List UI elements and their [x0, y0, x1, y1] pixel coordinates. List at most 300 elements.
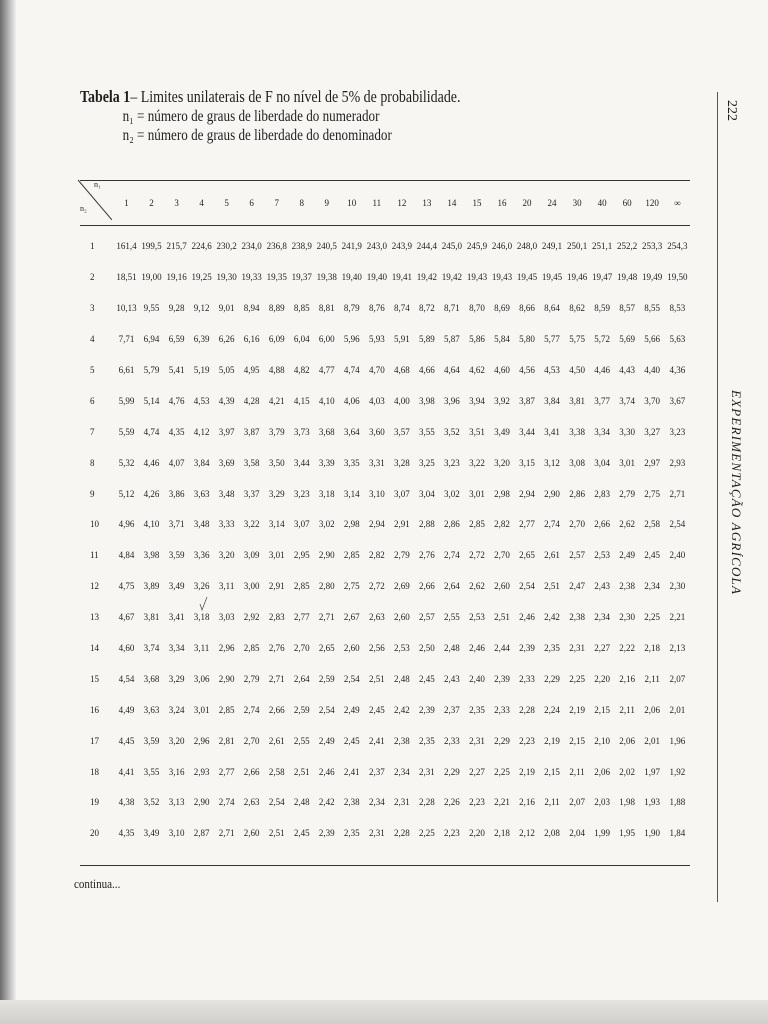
table-cell: 243,0 [366, 241, 387, 252]
table-cell: 3,26 [193, 581, 210, 592]
table-cell: 2,44 [494, 643, 510, 654]
table-row [80, 385, 690, 416]
table-cell: 4,96 [118, 519, 135, 530]
table-cell: 2,25 [494, 766, 510, 777]
table-cell: 2,15 [544, 766, 560, 777]
table-cell: 2,03 [594, 797, 610, 808]
table-cell: 3,59 [168, 550, 185, 561]
table-cell: 3,04 [419, 488, 435, 499]
caption-title: – Limites unilaterais de F no nível de 5% de probabilidade. [130, 87, 461, 106]
table-cell: 1,96 [669, 735, 686, 746]
table-cell: 2,25 [644, 612, 661, 623]
table-cell: 2,29 [444, 766, 460, 777]
table-cell: 4,64 [444, 365, 460, 375]
row-header: 19 [90, 797, 99, 808]
column-header: 120 [645, 198, 659, 208]
column-header: 2 [149, 198, 154, 208]
table-cell: 2,11 [544, 797, 560, 808]
table-cell: 2,07 [669, 673, 686, 684]
table-cell: 4,00 [393, 395, 410, 406]
table-cell: 2,46 [318, 766, 335, 777]
table-cell: 6,61 [118, 365, 135, 375]
table-cell: 2,71 [318, 612, 335, 623]
table-cell: 2,40 [469, 673, 485, 684]
table-cell: 241,9 [341, 241, 362, 252]
table-cell: 4,10 [318, 395, 335, 406]
table-cell: 2,61 [268, 735, 285, 746]
table-cell: 4,45 [118, 735, 135, 746]
table-cell: 252,2 [617, 241, 638, 252]
table-cell: 3,60 [368, 426, 385, 437]
table-cell: 5,93 [368, 334, 385, 345]
table-cell: 8,55 [644, 303, 661, 314]
table-cell: 4,75 [118, 581, 135, 592]
table-cell: 19,48 [617, 272, 638, 283]
table-cell: 2,37 [444, 704, 460, 715]
table-cell: 2,25 [419, 828, 435, 839]
table-cell: 199,5 [141, 241, 162, 252]
table-cell: 3,07 [393, 488, 410, 499]
table-cell: 2,67 [343, 612, 360, 623]
table-cell: 5,75 [569, 334, 585, 345]
column-header: ∞ [674, 198, 681, 208]
table-cell: 2,96 [218, 643, 235, 654]
table-cell: 3,02 [444, 488, 460, 499]
table-cell: 3,50 [268, 457, 285, 468]
table-cell: 2,37 [368, 766, 385, 777]
table-cell: 19,25 [191, 272, 212, 283]
table-cell: 8,53 [669, 303, 686, 314]
table-cell: 5,89 [419, 334, 435, 345]
table-cell: 2,79 [619, 488, 636, 499]
table-cell: 2,95 [293, 550, 310, 561]
table-cell: 3,31 [368, 457, 385, 468]
table-cell: 3,71 [168, 519, 185, 530]
row-header: 10 [90, 519, 99, 530]
table-cell: 4,35 [118, 828, 135, 839]
table-cell: 2,33 [519, 673, 535, 684]
table-cell: 3,28 [393, 457, 410, 468]
table-cell: 2,28 [419, 797, 435, 808]
table-cell: 2,48 [444, 643, 460, 654]
column-header: 5 [224, 198, 229, 208]
table-cell: 244,4 [416, 241, 438, 252]
table-cell: 3,34 [594, 426, 610, 437]
table-cell: 19,37 [291, 272, 312, 283]
table-cell: 2,51 [293, 766, 310, 777]
corner-cell [80, 181, 114, 225]
table-cell: 2,27 [469, 766, 485, 777]
table-cell: 4,40 [644, 365, 661, 375]
table-cell: 2,45 [419, 673, 435, 684]
table-cell: 4,49 [118, 704, 135, 715]
row-header: 9 [90, 488, 95, 499]
table-row [80, 602, 690, 633]
table-cell: 2,70 [494, 550, 510, 561]
table-cell: 2,76 [268, 643, 285, 654]
table-cell: 5,91 [393, 334, 410, 345]
table-cell: 19,43 [466, 272, 488, 283]
table-cell: 2,19 [519, 766, 535, 777]
table-cell: 248,0 [516, 241, 538, 252]
table-cell: 5,05 [218, 365, 235, 375]
table-cell: 2,69 [393, 581, 410, 592]
table-cell: 2,57 [419, 612, 435, 623]
table-cell: 245,9 [466, 241, 488, 252]
table-cell: 2,40 [669, 550, 686, 561]
table-cell: 2,46 [519, 612, 535, 623]
caption-line [80, 86, 460, 107]
table-cell: 2,86 [569, 488, 585, 499]
table-cell: 2,34 [644, 581, 661, 592]
table-cell: 2,42 [318, 797, 335, 808]
table-cell: 2,51 [544, 581, 560, 592]
table-cell: 2,23 [469, 797, 485, 808]
table-row [80, 262, 690, 293]
column-header: 3 [174, 198, 179, 208]
table-cell: 246,0 [491, 241, 513, 252]
table-cell: 1,97 [644, 766, 661, 777]
table-cell: 8,66 [519, 303, 535, 314]
table-cell: 3,44 [519, 426, 535, 437]
table-cell: 4,77 [318, 365, 335, 375]
table-cell: 5,12 [118, 488, 135, 499]
table-header-row [80, 181, 690, 225]
table-cell: 9,12 [193, 303, 210, 314]
table-cell: 2,48 [393, 673, 410, 684]
table-cell: 2,18 [644, 643, 661, 654]
table-cell: 2,58 [644, 519, 661, 530]
table-cell: 2,39 [519, 643, 535, 654]
table-cell: 2,26 [444, 797, 460, 808]
table-cell: 3,25 [419, 457, 435, 468]
table-cell: 3,10 [168, 828, 185, 839]
table-cell: 2,60 [343, 643, 360, 654]
row-header: 7 [90, 426, 95, 437]
column-header: 60 [622, 198, 632, 208]
table-cell: 230,2 [216, 241, 237, 252]
row-header: 6 [90, 395, 95, 406]
table-cell: 2,45 [343, 735, 360, 746]
table-cell: 3,57 [393, 426, 410, 437]
table-row [80, 787, 690, 818]
table-row [80, 447, 690, 478]
table-cell: 3,58 [243, 457, 260, 468]
table-cell: 2,16 [619, 673, 636, 684]
row-header: 14 [90, 643, 99, 654]
table-cell: 4,50 [569, 365, 585, 375]
table-cell: 253,3 [642, 241, 663, 252]
table-cell: 3,81 [569, 395, 585, 406]
row-header: 4 [90, 334, 95, 345]
table-cell: 2,57 [569, 550, 585, 561]
table-cell: 2,66 [419, 581, 435, 592]
table-cell: 2,75 [343, 581, 360, 592]
table-cell: 4,43 [619, 365, 636, 375]
table-cell: 4,74 [143, 426, 160, 437]
table-cell: 4,67 [118, 612, 135, 623]
row-header: 11 [90, 550, 99, 561]
table-cell: 3,12 [544, 457, 560, 468]
table-cell: 6,59 [168, 334, 185, 345]
table-cell: 4,66 [419, 365, 435, 375]
table-cell: 3,29 [268, 488, 285, 499]
table-cell: 2,24 [544, 704, 560, 715]
table-cell: 8,71 [444, 303, 460, 314]
table-cell: 2,59 [318, 673, 335, 684]
table-cell: 3,01 [268, 550, 285, 561]
table-cell: 2,65 [318, 643, 335, 654]
table-cell: 3,00 [243, 581, 260, 592]
page-number: 222 [724, 100, 739, 121]
table-cell: 3,22 [243, 519, 260, 530]
table-cell: 2,12 [519, 828, 535, 839]
table-cell: 2,35 [469, 704, 485, 715]
table-cell: 3,02 [318, 519, 335, 530]
table-cell: 3,18 [318, 488, 335, 499]
table-cell: 2,53 [393, 643, 410, 654]
table-cell: 3,79 [268, 426, 285, 437]
table-cell: 2,91 [268, 581, 285, 592]
table-cell: 2,79 [393, 550, 410, 561]
table-cell: 4,54 [118, 673, 135, 684]
table-cell: 4,03 [368, 395, 385, 406]
table-cell: 3,13 [168, 797, 185, 808]
table-row [80, 756, 690, 787]
table-cell: 3,92 [494, 395, 510, 406]
table-cell: 3,33 [218, 519, 235, 530]
table-cell: 2,72 [469, 550, 485, 561]
table-cell: 3,87 [243, 426, 260, 437]
table-cell: 3,15 [519, 457, 535, 468]
table-cell: 3,23 [293, 488, 310, 499]
table-cell: 2,92 [243, 612, 260, 623]
table-cell: 2,55 [293, 735, 310, 746]
table-row [80, 478, 690, 509]
row-header: 12 [90, 581, 99, 592]
table-cell: 250,1 [566, 241, 588, 252]
table-cell: 4,36 [669, 365, 686, 375]
table-cell: 2,61 [544, 550, 560, 561]
table-cell: 2,35 [544, 643, 560, 654]
table-cell: 18,51 [116, 272, 137, 283]
table-cell: 2,74 [544, 519, 560, 530]
table-cell: 2,45 [644, 550, 661, 561]
table-cell: 2,74 [218, 797, 235, 808]
table-cell: 2,98 [343, 519, 360, 530]
table-row [80, 663, 690, 694]
table-cell: 3,06 [193, 673, 210, 684]
table-cell: 2,96 [193, 735, 210, 746]
table-cell: 4,74 [343, 365, 360, 375]
table-cell: 2,70 [569, 519, 585, 530]
table-cell: 2,51 [494, 612, 510, 623]
table-cell: 2,49 [343, 704, 360, 715]
table-cell: 2,81 [218, 735, 235, 746]
table-cell: 5,77 [544, 334, 560, 345]
table-cell: 6,16 [243, 334, 260, 345]
table-cell: 3,20 [494, 457, 510, 468]
table-cell: 2,23 [444, 828, 460, 839]
table-row [80, 818, 690, 849]
table-cell: 1,99 [594, 828, 610, 839]
table-cell: 3,22 [469, 457, 485, 468]
table-cell: 19,00 [141, 272, 162, 283]
table-cell: 3,59 [143, 735, 160, 746]
table-cell: 2,11 [569, 766, 585, 777]
table-cell: 3,74 [143, 643, 160, 654]
table-cell: 2,98 [494, 488, 510, 499]
table-cell: 3,11 [218, 581, 235, 592]
column-header: 20 [522, 198, 532, 208]
table-cell: 2,27 [594, 643, 610, 654]
table-cell: 2,06 [619, 735, 636, 746]
table-cell: 8,74 [393, 303, 410, 314]
table-cell: 2,42 [393, 704, 410, 715]
column-header: 30 [572, 198, 582, 208]
table-cell: 5,96 [343, 334, 360, 345]
table-cell: 2,35 [343, 828, 360, 839]
table-cell: 2,41 [343, 766, 360, 777]
table-cell: 10,13 [116, 303, 137, 314]
table-cell: 4,10 [143, 519, 160, 530]
table-cell: 19,40 [366, 272, 387, 283]
table-cell: 8,69 [494, 303, 510, 314]
table-cell: 2,38 [619, 581, 636, 592]
table-bottom-rule [80, 865, 690, 866]
table-cell: 2,97 [644, 457, 661, 468]
table-cell: 2,66 [594, 519, 610, 530]
table-cell: 245,0 [441, 241, 463, 252]
table-cell: 4,06 [343, 395, 360, 406]
table-cell: 2,11 [619, 704, 635, 715]
table-cell: 2,07 [569, 797, 585, 808]
table-cell: 3,49 [168, 581, 185, 592]
table-cell: 2,51 [268, 828, 285, 839]
table-cell: 2,28 [519, 704, 535, 715]
table-cell: 6,04 [293, 334, 310, 345]
table-cell: 3,23 [669, 426, 686, 437]
table-cell: 4,82 [293, 365, 310, 375]
table-cell: 3,87 [519, 395, 535, 406]
table-cell: 4,35 [168, 426, 185, 437]
table-cell: 3,64 [343, 426, 360, 437]
table-cell: 3,68 [143, 673, 160, 684]
table-cell: 3,29 [168, 673, 185, 684]
table-cell: 8,94 [243, 303, 260, 314]
table-cell: 1,92 [669, 766, 686, 777]
table-cell: 5,79 [143, 365, 160, 375]
table-cell: 2,54 [343, 673, 360, 684]
table-cell: 2,77 [218, 766, 235, 777]
table-cell: 4,68 [393, 365, 410, 375]
table-cell: 3,18 [193, 612, 210, 623]
table-cell: 8,62 [569, 303, 585, 314]
table-cell: 2,31 [569, 643, 585, 654]
table-cell: 234,0 [241, 241, 262, 252]
table-cell: 1,98 [619, 797, 636, 808]
table-cell: 3,69 [218, 457, 235, 468]
table-cell: 2,66 [268, 704, 285, 715]
table-cell: 2,48 [293, 797, 310, 808]
table-cell: 3,73 [293, 426, 310, 437]
table-cell: 19,43 [491, 272, 513, 283]
table-cell: 2,71 [268, 673, 285, 684]
row-header: 2 [90, 272, 95, 283]
column-header: 8 [299, 198, 304, 208]
table-cell: 2,71 [669, 488, 686, 499]
table-cell: 5,19 [193, 365, 210, 375]
table-cell: 8,72 [419, 303, 435, 314]
table-cell: 9,28 [168, 303, 185, 314]
column-header: 10 [347, 198, 357, 208]
table-cell: 3,10 [368, 488, 385, 499]
table-cell: 2,85 [218, 704, 235, 715]
table-cell: 2,70 [293, 643, 310, 654]
table-cell: 2,29 [544, 673, 560, 684]
table-cell: 4,41 [118, 766, 135, 777]
table-row [80, 355, 690, 386]
column-header: 15 [472, 198, 482, 208]
continued-note: continua... [74, 876, 121, 891]
column-header: 12 [397, 198, 407, 208]
table-row [80, 416, 690, 447]
table-cell: 2,71 [218, 828, 235, 839]
table-cell: 6,26 [218, 334, 235, 345]
table-cell: 3,01 [469, 488, 485, 499]
table-cell: 3,30 [619, 426, 636, 437]
table-cell: 3,51 [469, 426, 485, 437]
table-cell: 19,38 [316, 272, 337, 283]
table-cell: 5,86 [469, 334, 485, 345]
table-row [80, 571, 690, 602]
table-cell: 9,01 [218, 303, 235, 314]
table-cell: 3,98 [419, 395, 435, 406]
row-header: 15 [90, 673, 99, 684]
table-cell: 2,58 [268, 766, 285, 777]
row-header: 3 [90, 303, 95, 314]
table-cell: 3,74 [619, 395, 636, 406]
table-cell: 2,85 [243, 643, 260, 654]
table-cell: 2,80 [318, 581, 335, 592]
table-cell: 5,66 [644, 334, 661, 345]
table-cell: 4,12 [193, 426, 210, 437]
table-cell: 5,59 [118, 426, 135, 437]
table-cell: 19,42 [441, 272, 463, 283]
table-cell: 5,63 [669, 334, 686, 345]
table-cell: 2,51 [368, 673, 385, 684]
table-cell: 3,98 [143, 550, 160, 561]
column-header: 4 [199, 198, 204, 208]
table-cell: 3,34 [168, 643, 185, 654]
table-cell: 2,33 [494, 704, 510, 715]
table-cell: 3,27 [644, 426, 661, 437]
table-cell: 4,38 [118, 797, 135, 808]
table-cell: 2,31 [419, 766, 435, 777]
table-cell: 2,30 [619, 612, 636, 623]
table-cell: 8,89 [268, 303, 285, 314]
table-cell: 3,48 [193, 519, 210, 530]
table-row [80, 540, 690, 571]
table-cell: 236,8 [266, 241, 287, 252]
table-cell: 3,07 [293, 519, 310, 530]
table-cell: 4,70 [368, 365, 385, 375]
table-cell: 5,80 [519, 334, 535, 345]
table-cell: 2,01 [669, 704, 686, 715]
table-cell: 2,43 [444, 673, 460, 684]
column-header: 14 [447, 198, 457, 208]
table-cell: 3,63 [193, 488, 210, 499]
